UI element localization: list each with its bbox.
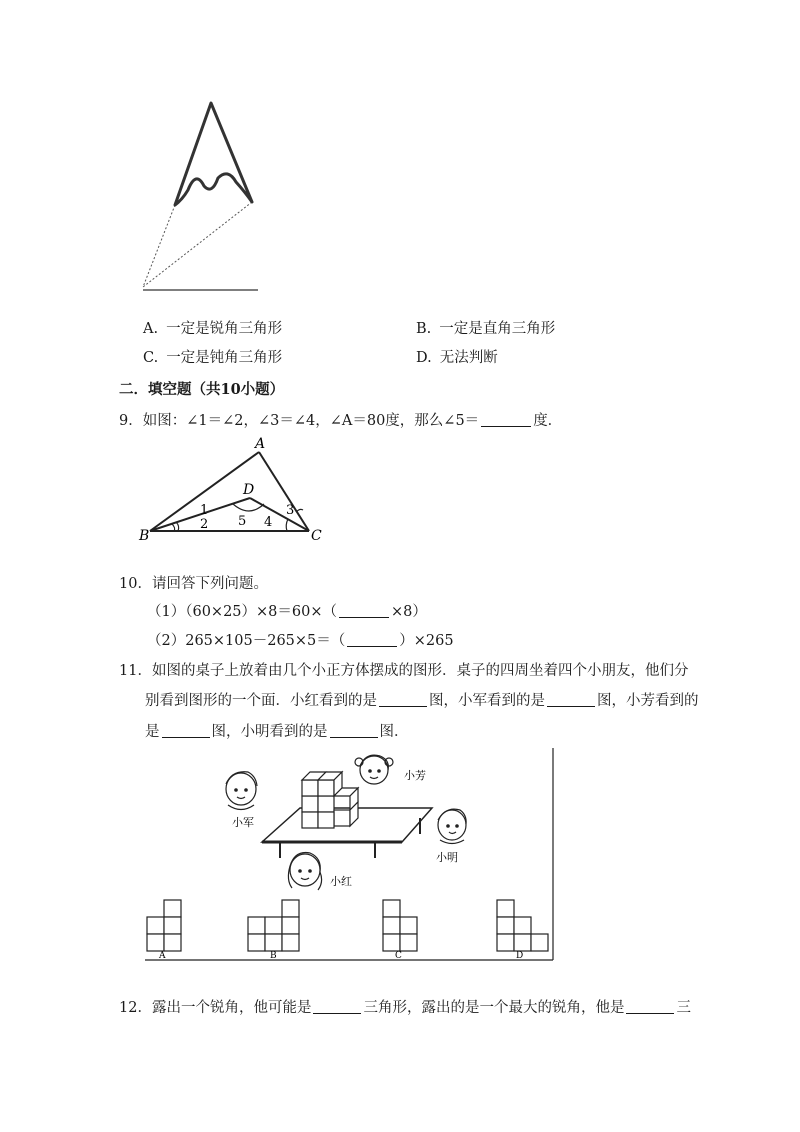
section-heading: 二．填空题（共10小题） <box>119 381 285 398</box>
xiaohong-label: 小红 <box>330 875 352 888</box>
q11-line1: 11．如图的桌子上放着由几个小正方体摆成的图形．桌子的四周坐着四个小朋友，他们分 <box>119 663 689 679</box>
view-a-label: A <box>159 951 166 961</box>
xiaojun-label: 小军 <box>232 816 254 829</box>
q9-label-c: C <box>311 528 322 544</box>
q8-option-d[interactable]: D. 无法判断 <box>416 350 498 366</box>
view-d-grid <box>497 900 548 951</box>
q9-label-b: B <box>139 528 150 544</box>
xiaofang-figure <box>355 755 393 784</box>
q12-blank-1[interactable] <box>313 1012 361 1014</box>
q8-option-a[interactable]: A. 一定是锐角三角形 <box>143 321 283 337</box>
xiaoming-label: 小明 <box>436 851 458 864</box>
xiaoming-figure <box>438 809 466 843</box>
q9-label-4: 4 <box>264 515 273 530</box>
view-d-label: D <box>516 951 524 961</box>
q9-label-2: 2 <box>200 517 209 532</box>
view-b-grid <box>248 900 299 951</box>
q10-sub2: （2）265×105－265×5＝（ ）×265 <box>147 633 454 649</box>
q8-option-b[interactable]: B. 一定是直角三角形 <box>416 321 556 337</box>
q11-cube-stack <box>302 772 358 828</box>
q9-label-3: 3 <box>286 503 295 518</box>
q9-label-a: A <box>255 436 266 452</box>
q10-sub1: （1）（60×25）×8＝60×（ ×8） <box>147 604 427 620</box>
q12-blank-2[interactable] <box>626 1012 674 1014</box>
q9-label-d: D <box>243 482 255 498</box>
view-c-grid <box>383 900 417 951</box>
q10-text: 10．请回答下列问题。 <box>119 576 268 592</box>
xiaofang-label: 小芳 <box>404 769 426 782</box>
q9-text: 9．如图：∠1＝∠2，∠3＝∠4，∠A＝80度，那么∠5＝ 度． <box>119 413 563 429</box>
q11-line3: 是 图，小明看到的是 图． <box>145 724 409 740</box>
view-b-label: B <box>270 951 277 961</box>
view-a-grid <box>147 900 181 951</box>
q8-option-c[interactable]: C. 一定是钝角三角形 <box>143 350 283 366</box>
q11-line2: 别看到图形的一个面．小红看到的是 图，小军看到的是 图，小芳看到的 <box>145 693 699 709</box>
q9-label-1: 1 <box>200 503 209 518</box>
view-c-label: C <box>395 951 402 961</box>
xiaojun-figure <box>226 772 257 810</box>
xiaohong-figure <box>288 853 321 890</box>
q12-text: 12．露出一个锐角，他可能是 三角形，露出的是一个最大的锐角，他是 三 <box>119 1000 691 1016</box>
q9-label-5: 5 <box>238 514 247 529</box>
